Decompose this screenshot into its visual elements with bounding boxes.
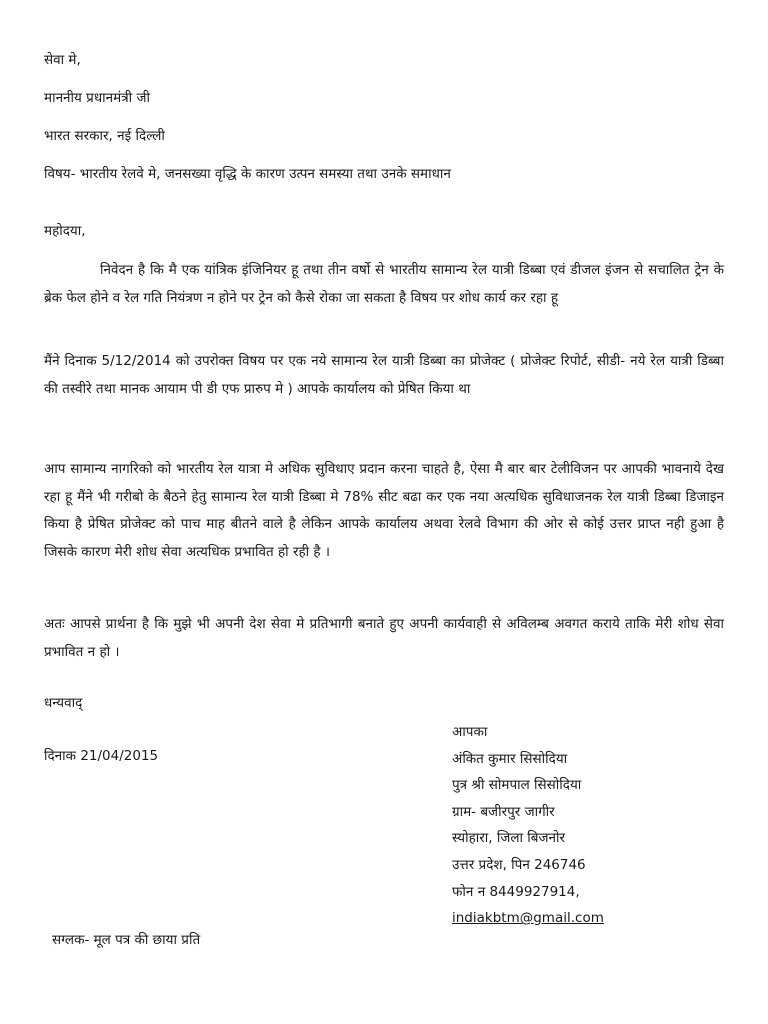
enclosure-note: सग्लक- मूल पत्र की छाया प्रति: [52, 932, 201, 948]
body-paragraph-4: अतः आपसे प्रार्थना है कि मुझे भी अपनी देश सेवा मे प्रतिभागी बनाते हुए अपनी कार्यवाही से अविलम्ब अवगत कराये ताकि मेरी शोध सेवा प्रभावित न हो ।: [44, 616, 724, 660]
greeting: महोदया,: [44, 223, 86, 239]
thanks: धन्यवाद्: [44, 695, 83, 711]
subject-line: विषय- भारतीय रेलवे मे, जनसख्या वृद्धि के कारण उत्पन समस्या तथा उनके समाधान: [44, 166, 451, 182]
body-paragraph-3: आप सामान्य नागरिको को भारतीय रेल यात्रा मे अधिक सुविधाए प्रदान करना चाहते है, ऐसा मै बार बार टेलीविजन पर आपकी भावनाये देख रहा हू मैंने भी गरीबो के बैठने हेतु सामान्य रेल यात्री डिब्बा मे 78% सीट बढा कर एक नया अत्यधिक सुविधाजनक रेल यात्री डिब्बा डिजाइन किया है प्रेषित प्रोजेक्ट को पाच माह बीतने वाले है लेकिन आपके कार्यालय अथवा रेलवे विभाग की ओर से कोई उत्तर प्राप्त नही हुआ है जिसके कारण मेरी शोध सेवा अत्यधिक प्रभावित हो रही है ।: [44, 461, 724, 560]
letter-date: दिनाक 21/04/2015: [44, 748, 159, 764]
body-paragraph-2: मैंने दिनाक 5/12/2014 को उपरोक्त विषय पर एक नये सामान्य रेल यात्री डिब्बा का प्रोजेक्ट ( प्रोजेक्ट रिपोर्ट, सीडी- नये रेल यात्री डिब्बा की तस्वीरे तथा मानक आयाम पी डी एफ प्रारुप मे ) आपके कार्यालय को प्रेषित किया था: [44, 353, 724, 397]
sender-email-link[interactable]: indiakbtm@gmail.com: [452, 910, 604, 927]
salutation-to: सेवा मे,: [44, 52, 81, 68]
sender-closing: आपका: [452, 724, 488, 740]
sender-block: [452, 719, 604, 932]
sender-village: ग्राम- बजीरपुर जागीर: [452, 803, 555, 820]
body-paragraph-1: निवेदन है कि मै एक यांत्रिक इंजिनियर हू तथा तीन वर्षो से भारतीय सामान्य रेल यात्री डिब्बा एवं डीजल इंजन से सचालित ट्रेन के ब्रेक फेल होने व रेल गति नियंत्रण न होने पर ट्रेन को कैसे रोका जा सकता है विषय पर शोध कार्य कर रहा हू: [44, 262, 724, 306]
sender-name: अंकित कुमार सिसोदिया: [452, 750, 568, 767]
sender-state: उत्तर प्रदेश, पिन 246746: [452, 856, 586, 873]
sender-town: स्योहारा, जिला बिजनोर: [452, 830, 566, 847]
recipient-address: भारत सरकार, नई दिल्ली: [44, 128, 165, 144]
recipient-title: माननीय प्रधानमंत्री जी: [44, 90, 150, 106]
sender-parent: पुत्र श्री सोमपाल सिसोदिया: [452, 777, 582, 794]
sender-phone: फोन न 8449927914,: [452, 883, 580, 900]
